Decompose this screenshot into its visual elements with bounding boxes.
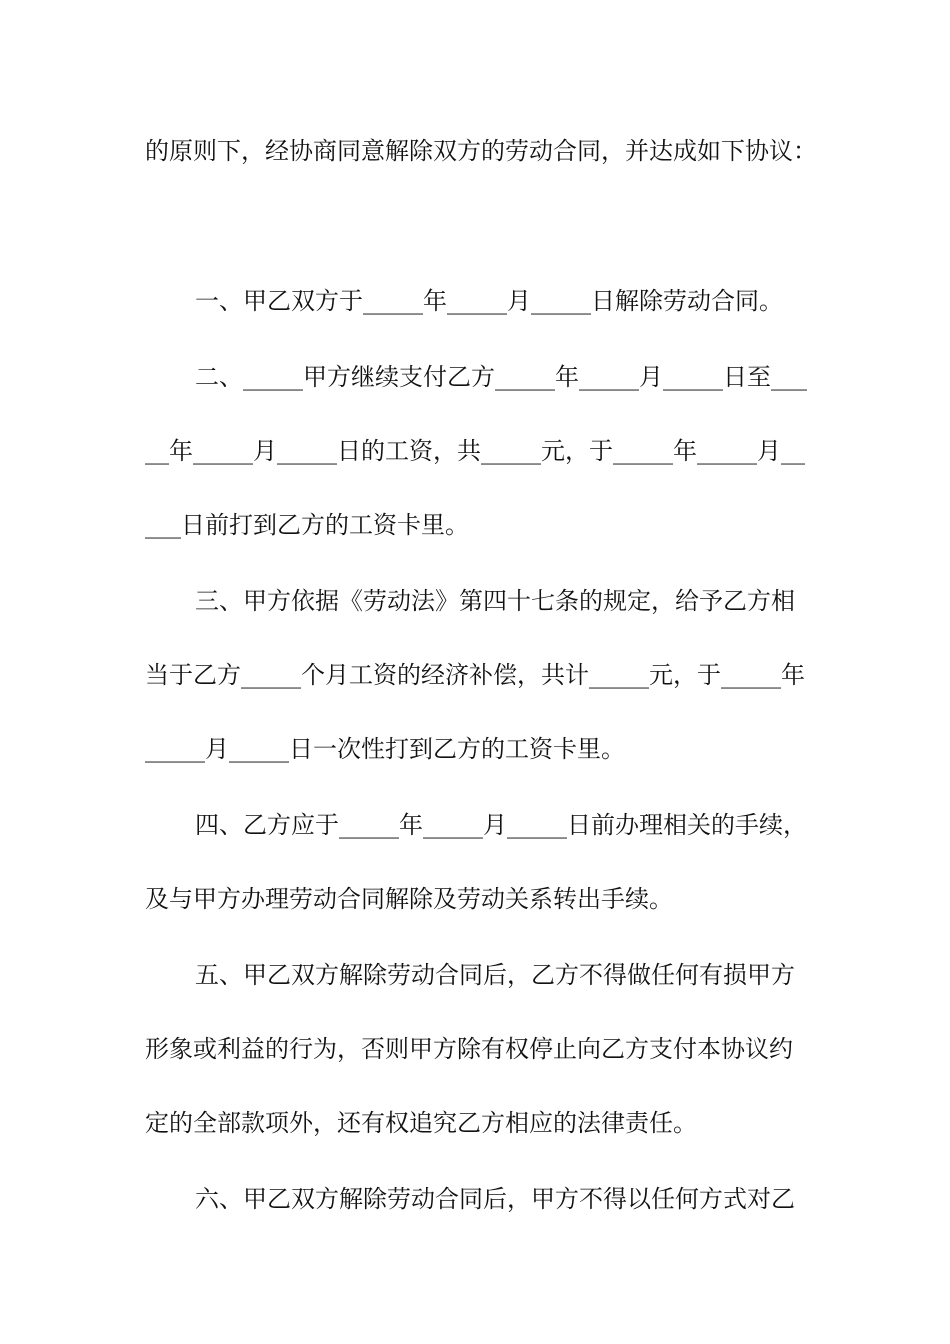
text-line-intro: 的原则下，经协商同意解除双方的劳动合同，并达成如下协议： — [145, 137, 817, 165]
clause-4-line-1: 四、乙方应于_____年_____月_____日前办理相关的手续， — [195, 811, 807, 839]
clause-2-line-2: __年_____月_____日的工资，共_____元，于_____年_____月__ — [145, 437, 805, 465]
clause-2-line-1: 二、_____甲方继续支付乙方_____年_____月_____日至___ — [195, 363, 807, 391]
clause-3-line-1: 三、甲方依据《劳动法》第四十七条的规定，给予乙方相 — [195, 587, 795, 615]
clause-5-line-1: 五、甲乙双方解除劳动合同后，乙方不得做任何有损甲方 — [195, 961, 795, 989]
clause-6-line-1: 六、甲乙双方解除劳动合同后，甲方不得以任何方式对乙 — [195, 1185, 795, 1213]
clause-2-line-3: ___日前打到乙方的工资卡里。 — [145, 511, 469, 539]
clause-5-line-3: 定的全部款项外，还有权追究乙方相应的法律责任。 — [145, 1109, 697, 1137]
clause-5-line-2: 形象或利益的行为，否则甲方除有权停止向乙方支付本协议约 — [145, 1035, 793, 1063]
clause-3-line-3: _____月_____日一次性打到乙方的工资卡里。 — [145, 735, 625, 763]
clause-3-line-2: 当于乙方_____个月工资的经济补偿，共计_____元，于_____年 — [145, 661, 805, 689]
clause-4-line-2: 及与甲方办理劳动合同解除及劳动关系转出手续。 — [145, 885, 673, 913]
clause-1-line-1: 一、甲乙双方于_____年_____月_____日解除劳动合同。 — [195, 287, 783, 315]
